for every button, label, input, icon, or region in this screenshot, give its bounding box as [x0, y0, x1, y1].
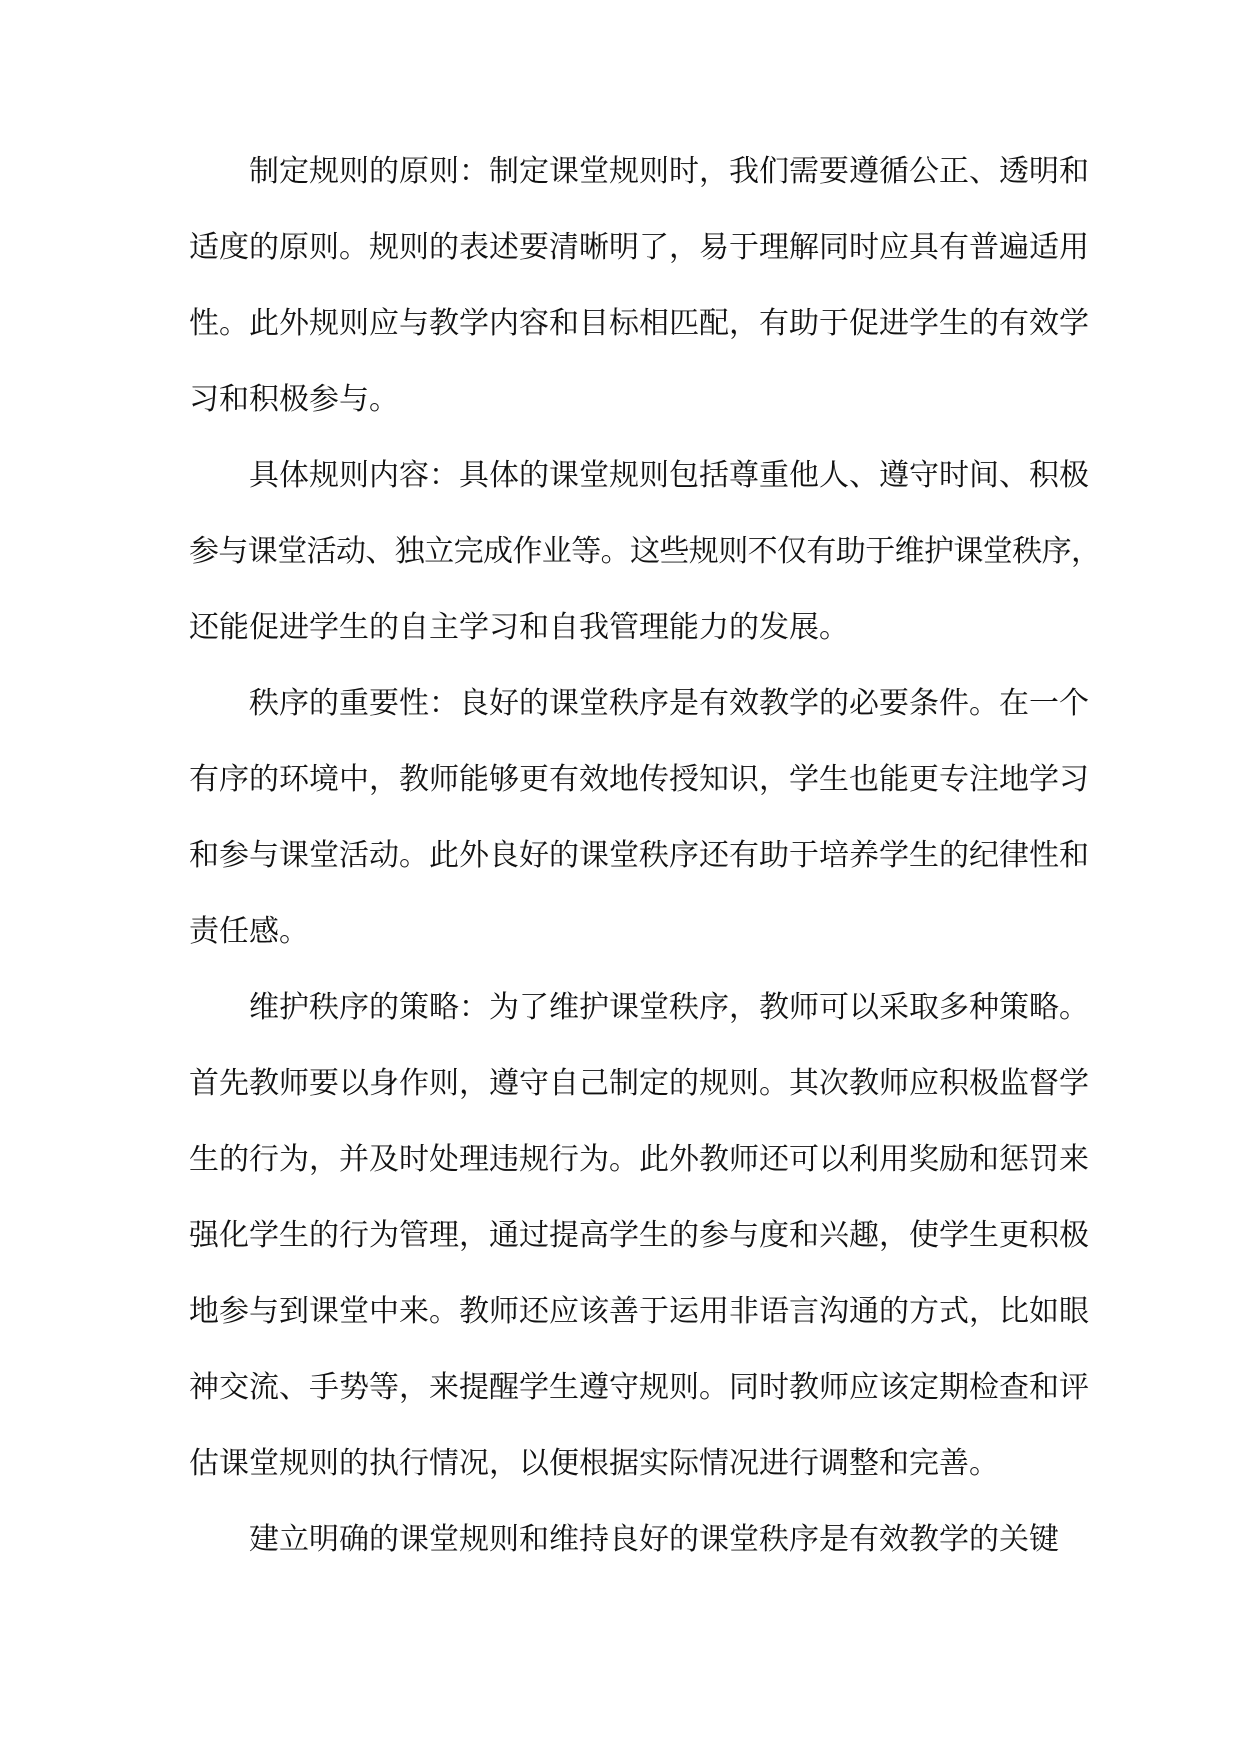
text-line: 地参与到课堂中来。教师还应该善于运用非语言沟通的方式，比如眼	[189, 1294, 1089, 1329]
text-line: 适度的原则。规则的表述要清晰明了，易于理解同时应具有普遍适用	[189, 230, 1089, 265]
paragraph-order-strategies	[189, 978, 1089, 1510]
text-line: 制定规则的原则：制定课堂规则时，我们需要遵循公正、透明和	[249, 154, 1089, 189]
text-line: 还能促进学生的自主学习和自我管理能力的发展。	[189, 610, 849, 645]
text-line: 神交流、手势等，来提醒学生遵守规则。同时教师应该定期检查和评	[189, 1370, 1089, 1405]
paragraph-conclusion	[189, 1510, 1059, 1586]
text-line: 估课堂规则的执行情况，以便根据实际情况进行调整和完善。	[189, 1446, 999, 1481]
document-body	[189, 142, 1101, 1586]
text-line: 性。此外规则应与教学内容和目标相匹配，有助于促进学生的有效学	[189, 306, 1089, 341]
paragraph-rule-contents	[189, 446, 1101, 674]
text-line: 习和积极参与。	[189, 382, 399, 417]
text-line: 具体规则内容：具体的课堂规则包括尊重他人、遵守时间、积极	[249, 458, 1089, 493]
text-line: 责任感。	[189, 914, 309, 949]
paragraph-rule-principles	[189, 142, 1089, 446]
text-line: 参与课堂活动、独立完成作业等。这些规则不仅有助于维护课堂秩序，	[189, 534, 1101, 569]
text-line: 建立明确的课堂规则和维持良好的课堂秩序是有效教学的关键	[249, 1522, 1059, 1557]
text-line: 强化学生的行为管理，通过提高学生的参与度和兴趣，使学生更积极	[189, 1218, 1089, 1253]
text-line: 和参与课堂活动。此外良好的课堂秩序还有助于培养学生的纪律性和	[189, 838, 1089, 873]
text-line: 秩序的重要性：良好的课堂秩序是有效教学的必要条件。在一个	[249, 686, 1089, 721]
paragraph-order-importance	[189, 674, 1089, 978]
text-line: 维护秩序的策略：为了维护课堂秩序，教师可以采取多种策略。	[249, 990, 1089, 1025]
text-line: 首先教师要以身作则，遵守自己制定的规则。其次教师应积极监督学	[189, 1066, 1089, 1101]
text-line: 生的行为，并及时处理违规行为。此外教师还可以利用奖励和惩罚来	[189, 1142, 1089, 1177]
text-line: 有序的环境中，教师能够更有效地传授知识，学生也能更专注地学习	[189, 762, 1089, 797]
